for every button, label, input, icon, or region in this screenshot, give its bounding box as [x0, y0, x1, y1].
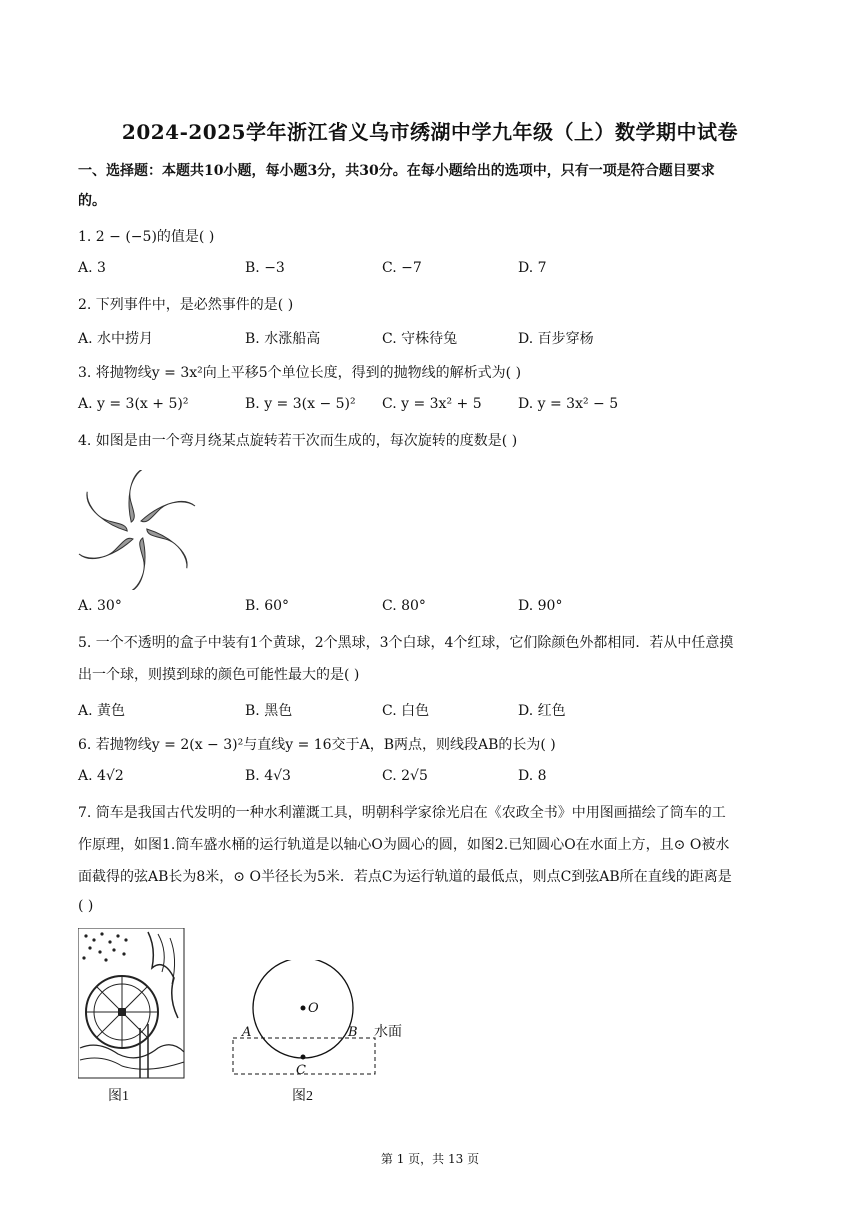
- question-7-stem-4: ( ): [78, 898, 94, 914]
- label-O: O: [308, 1001, 319, 1016]
- water-surface-label: 水面: [374, 1025, 402, 1040]
- figure-2-label: 图2: [292, 1089, 313, 1104]
- question-2-stem: 2. 下列事件中，是必然事件的是( ): [78, 297, 294, 313]
- label-C: C: [296, 1063, 306, 1078]
- center-point-O: [301, 1006, 306, 1011]
- q2-option-c: C. 守株待兔: [382, 331, 458, 347]
- question-5-stem-cont: 出一个球，则摸到球的颜色可能性最大的是( ): [78, 667, 360, 683]
- q4-option-c: C. 80°: [382, 598, 426, 614]
- q3-option-c: C. y = 3x² + 5: [382, 396, 482, 412]
- q5-option-d: D. 红色: [518, 703, 566, 719]
- q6-option-d: D. 8: [518, 768, 547, 784]
- q3-option-b: B. y = 3(x − 5)²: [245, 396, 356, 412]
- page-title: 2024-2025学年浙江省义乌市绣湖中学九年级（上）数学期中试卷: [121, 120, 739, 144]
- q6-option-a: A. 4√2: [78, 768, 124, 784]
- q3-option-a: A. y = 3(x + 5)²: [78, 396, 189, 412]
- q1-option-a: A. 3: [78, 260, 106, 276]
- question-7-stem-2: 作原理，如图1.筒车盛水桶的运行轨道是以轴心O为圆心的圆，如图2.已知圆心O在水面上方，且⊙ O被水: [78, 837, 730, 853]
- question-1-stem: 1. 2 − (−5)的值是( ): [78, 229, 215, 245]
- water-wheel-illustration: [78, 928, 186, 1112]
- q3-option-d: D. y = 3x² − 5: [518, 396, 619, 412]
- question-5-stem: 5. 一个不透明的盒子中装有1个黄球，2个黑球，3个白球，4个红球，它们除颜色外都相同．若从中任意摸: [78, 635, 734, 651]
- q2-option-d: D. 百步穿杨: [518, 331, 594, 347]
- q1-option-c: C. −7: [382, 260, 422, 276]
- q4-option-d: D. 90°: [518, 598, 563, 614]
- section-heading: 一、选择题：本题共10小题，每小题3分，共30分。在每小题给出的选项中，只有一项是符合题目要求: [78, 163, 715, 179]
- q6-option-c: C. 2√5: [382, 768, 428, 784]
- q1-option-b: B. −3: [245, 260, 285, 276]
- q2-option-a: A. 水中捞月: [78, 331, 154, 347]
- question-6-stem: 6. 若抛物线y = 2(x − 3)²与直线y = 16交于A，B两点，则线段AB的长为( ): [78, 737, 556, 753]
- q2-option-b: B. 水涨船高: [245, 331, 321, 347]
- q1-option-d: D. 7: [518, 260, 547, 276]
- circle-geometry-diagram: [228, 960, 428, 1114]
- question-7-stem-3: 面截得的弦AB长为8米，⊙ O半径长为5米．若点C为运行轨道的最低点，则点C到弦AB所在直线的距离是: [78, 869, 732, 885]
- point-C: [301, 1055, 306, 1060]
- section-heading-cont: 的。: [78, 193, 106, 209]
- label-A: A: [242, 1025, 252, 1040]
- question-3-stem: 3. 将抛物线y = 3x²向上平移5个单位长度，得到的抛物线的解析式为( ): [78, 365, 522, 381]
- question-7-stem: 7. 筒车是我国古代发明的一种水利灌溉工具，明朝科学家徐光启在《农政全书》中用图画描绘了筒车的工: [78, 805, 726, 821]
- page-footer: 第 1 页，共 13 页: [380, 1152, 480, 1166]
- q5-option-c: C. 白色: [382, 703, 430, 719]
- figure-1-label: 图1: [108, 1089, 129, 1104]
- q4-option-a: A. 30°: [78, 598, 122, 614]
- q4-option-b: B. 60°: [245, 598, 290, 614]
- q5-option-a: A. 黄色: [78, 703, 126, 719]
- crescent-rotation-figure: [72, 470, 202, 594]
- question-4-stem: 4. 如图是由一个弯月绕某点旋转若干次而生成的，每次旋转的度数是( ): [78, 433, 518, 449]
- label-B: B: [348, 1025, 358, 1040]
- q5-option-b: B. 黑色: [245, 703, 293, 719]
- crescent-shapes: [79, 470, 195, 590]
- q6-option-b: B. 4√3: [245, 768, 291, 784]
